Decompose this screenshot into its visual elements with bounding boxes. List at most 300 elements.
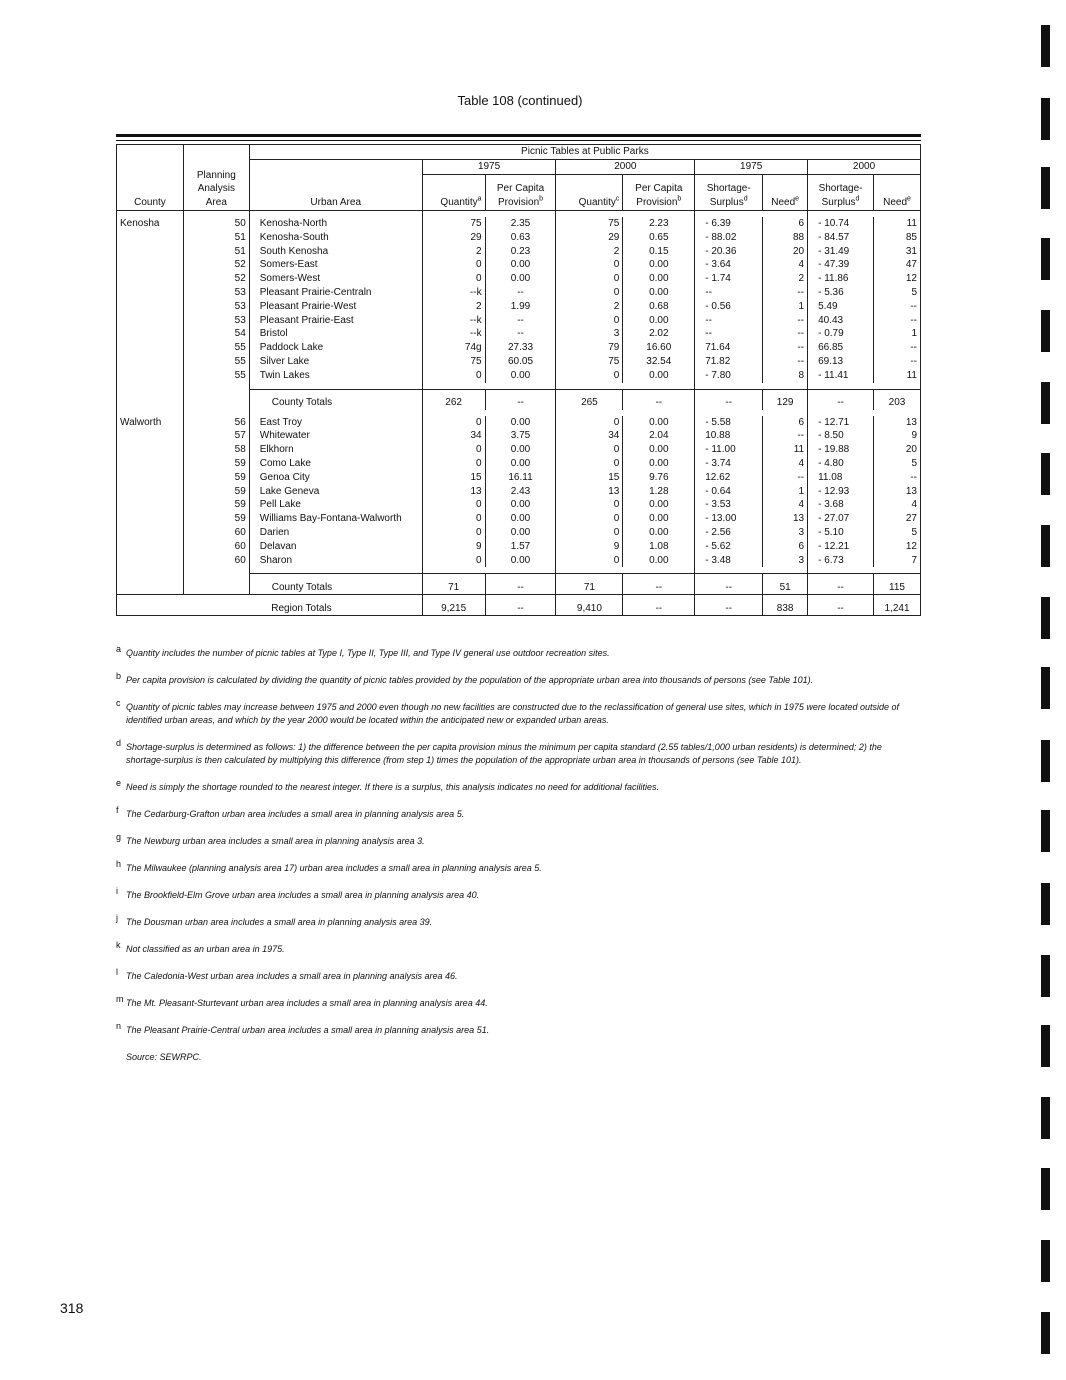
- county-cell: [117, 369, 184, 383]
- per-capita-2000-cell: 0.00: [623, 272, 695, 286]
- header-per-capita-1975: Per Capita Provision$^b$: [485, 175, 556, 211]
- need-1975-cell: 20: [763, 245, 808, 259]
- shortage-2000-cell: - 47.39: [808, 258, 874, 272]
- need-1975-cell: --: [763, 355, 808, 369]
- shortage-1975-cell: - 5.62: [695, 540, 763, 554]
- per-capita-1975-cell: 0.00: [485, 369, 556, 383]
- footnote: [116, 671, 921, 687]
- planning-area-cell: 59: [183, 471, 249, 485]
- quantity-1975-cell: 2: [422, 300, 485, 314]
- shortage-1975-cell: - 1.74: [695, 272, 763, 286]
- county-cell: [117, 314, 184, 328]
- shortage-2000-cell: - 0.79: [808, 327, 874, 341]
- shortage-2000-cell: - 12.21: [808, 540, 874, 554]
- per-capita-2000-cell: 0.00: [623, 416, 695, 430]
- footnote: [116, 644, 921, 660]
- planning-area-cell: 55: [183, 369, 249, 383]
- need-1975-cell: 1: [763, 485, 808, 499]
- need-1975-cell: 4: [763, 457, 808, 471]
- margin-bar: [1041, 25, 1050, 67]
- margin-bar: [1041, 1025, 1050, 1067]
- quantity-1975-cell: 74g: [422, 341, 485, 355]
- quantity-2000-cell: 75: [556, 355, 623, 369]
- footnote: [116, 738, 921, 767]
- per-capita-1975-cell: --: [485, 286, 556, 300]
- county-cell: [117, 540, 184, 554]
- margin-bar: [1041, 310, 1050, 352]
- page-title: Table 108 (continued): [457, 93, 583, 108]
- per-capita-1975-cell: 1.99: [485, 300, 556, 314]
- quantity-1975-cell: 0: [422, 498, 485, 512]
- table-row: [117, 231, 921, 245]
- footnote-mark: d: [116, 738, 122, 748]
- urban-area-cell: Paddock Lake: [249, 341, 422, 355]
- quantity-2000-cell: 34: [556, 429, 623, 443]
- table-row: [117, 327, 921, 341]
- need-2000-cell: 12: [874, 272, 921, 286]
- per-capita-2000-cell: 0.00: [623, 498, 695, 512]
- planning-area-cell: 60: [183, 554, 249, 568]
- quantity-1975-cell: 9: [422, 540, 485, 554]
- margin-bar: [1041, 382, 1050, 424]
- table-row: [117, 245, 921, 259]
- table-row: [117, 429, 921, 443]
- planning-area-cell: 53: [183, 314, 249, 328]
- shortage-1975-cell: 71.82: [695, 355, 763, 369]
- footnote: [116, 778, 921, 794]
- shortage-1975-cell: - 2.56: [695, 526, 763, 540]
- table-row: [117, 512, 921, 526]
- margin-bar: [1041, 525, 1050, 567]
- region-totals-value: --: [485, 595, 556, 616]
- region-totals-value: 838: [763, 595, 808, 616]
- shortage-1975-cell: 10.88: [695, 429, 763, 443]
- quantity-2000-cell: 0: [556, 416, 623, 430]
- header-2000-need: 2000: [808, 160, 921, 175]
- planning-area-cell: 58: [183, 443, 249, 457]
- per-capita-2000-cell: 9.76: [623, 471, 695, 485]
- planning-area-cell: 60: [183, 540, 249, 554]
- per-capita-1975-cell: 0.00: [485, 258, 556, 272]
- margin-bar: [1041, 1168, 1050, 1210]
- shortage-1975-cell: 12.62: [695, 471, 763, 485]
- per-capita-2000-cell: 0.00: [623, 526, 695, 540]
- table-row: [117, 471, 921, 485]
- county-totals-value: 203: [874, 389, 921, 410]
- shortage-1975-cell: - 7.80: [695, 369, 763, 383]
- county-totals-value: 129: [763, 389, 808, 410]
- shortage-1975-cell: - 3.74: [695, 457, 763, 471]
- footnote-text: Need is simply the shortage rounded to the nearest integer. If there is a surplus, this analysis indicates no need for additional facilities.: [126, 782, 659, 792]
- shortage-1975-cell: - 3.48: [695, 554, 763, 568]
- shortage-1975-cell: - 3.64: [695, 258, 763, 272]
- table-row: [117, 457, 921, 471]
- need-2000-cell: 4: [874, 498, 921, 512]
- planning-area-cell: 53: [183, 286, 249, 300]
- shortage-1975-cell: - 20.36: [695, 245, 763, 259]
- footnote-mark: j: [116, 913, 118, 923]
- margin-bar: [1041, 167, 1050, 209]
- shortage-1975-cell: - 0.56: [695, 300, 763, 314]
- quantity-1975-cell: 0: [422, 258, 485, 272]
- footnote-text: Shortage-surplus is determined as follows: 1) the difference between the per capita provision minus the minimum per capita standard (2.55 tables/1,000 urban residents) is determined; 2) the shortage-surplus is then calculated by multiplying this difference (from step 1) times the population of the appropriate urban area in thousands of persons (see Table 101).: [126, 742, 882, 765]
- picnic-tables-table: [116, 144, 921, 616]
- county-totals-value: 262: [422, 389, 485, 410]
- need-1975-cell: 6: [763, 416, 808, 430]
- footnote-text: The Brookfield-Elm Grove urban area includes a small area in planning analysis area 40.: [126, 890, 480, 900]
- need-2000-cell: 1: [874, 327, 921, 341]
- urban-area-cell: Kenosha-South: [249, 231, 422, 245]
- shortage-2000-cell: - 27.07: [808, 512, 874, 526]
- margin-bar: [1041, 453, 1050, 495]
- need-2000-cell: 47: [874, 258, 921, 272]
- footnote-mark: n: [116, 1021, 122, 1031]
- county-totals-value: 71: [422, 574, 485, 595]
- header-quantity-2000: Quantity$^c$: [556, 175, 623, 211]
- per-capita-1975-cell: 0.23: [485, 245, 556, 259]
- margin-bar: [1041, 1240, 1050, 1282]
- header-county: County: [117, 145, 184, 211]
- shortage-1975-cell: - 13.00: [695, 512, 763, 526]
- per-capita-1975-cell: 2.35: [485, 217, 556, 231]
- planning-area-cell: 60: [183, 526, 249, 540]
- need-1975-cell: 2: [763, 272, 808, 286]
- quantity-2000-cell: 0: [556, 457, 623, 471]
- quantity-2000-cell: 0: [556, 498, 623, 512]
- need-2000-cell: --: [874, 300, 921, 314]
- footnote: [116, 698, 921, 727]
- urban-area-cell: Somers-West: [249, 272, 422, 286]
- shortage-1975-cell: --: [695, 314, 763, 328]
- urban-area-cell: Lake Geneva: [249, 485, 422, 499]
- urban-area-cell: Somers-East: [249, 258, 422, 272]
- quantity-1975-cell: 0: [422, 416, 485, 430]
- per-capita-2000-cell: 2.04: [623, 429, 695, 443]
- per-capita-2000-cell: 16.60: [623, 341, 695, 355]
- need-2000-cell: --: [874, 471, 921, 485]
- header-shortage-1975: Shortage-Surplus$^d$: [695, 175, 763, 211]
- header-need-2000: Need$^e$: [874, 175, 921, 211]
- urban-area-cell: Bristol: [249, 327, 422, 341]
- per-capita-2000-cell: 32.54: [623, 355, 695, 369]
- county-cell: [117, 526, 184, 540]
- planning-area-cell: 54: [183, 327, 249, 341]
- county-cell: [117, 485, 184, 499]
- footnote: [116, 832, 921, 848]
- need-2000-cell: 31: [874, 245, 921, 259]
- per-capita-1975-cell: 0.00: [485, 526, 556, 540]
- table-row: [117, 217, 921, 231]
- quantity-2000-cell: 0: [556, 554, 623, 568]
- table-row: [117, 286, 921, 300]
- shortage-1975-cell: - 6.39: [695, 217, 763, 231]
- shortage-1975-cell: - 11.00: [695, 443, 763, 457]
- per-capita-1975-cell: 16.11: [485, 471, 556, 485]
- urban-area-cell: Pleasant Prairie-East: [249, 314, 422, 328]
- need-1975-cell: --: [763, 286, 808, 300]
- margin-bar: [1041, 1097, 1050, 1139]
- county-cell: [117, 429, 184, 443]
- quantity-1975-cell: 75: [422, 355, 485, 369]
- need-1975-cell: --: [763, 341, 808, 355]
- footnote-text: The Cedarburg-Grafton urban area includes a small area in planning analysis area 5.: [126, 809, 465, 819]
- county-totals-label: County Totals: [249, 574, 422, 595]
- county-cell: [117, 231, 184, 245]
- footnote-text: Quantity of picnic tables may increase between 1975 and 2000 even though no new facilities are constructed due to the reclassification of general use sites, which in 1975 were located outside of identified urban areas, and which by the year 2000 would be located within the anticipated new or expanded urban areas.: [126, 702, 899, 725]
- shortage-2000-cell: - 12.71: [808, 416, 874, 430]
- footnote: [116, 805, 921, 821]
- per-capita-1975-cell: 3.75: [485, 429, 556, 443]
- need-1975-cell: 3: [763, 554, 808, 568]
- county-cell: [117, 554, 184, 568]
- quantity-1975-cell: 0: [422, 443, 485, 457]
- need-1975-cell: 6: [763, 217, 808, 231]
- footnote-mark: i: [116, 886, 118, 896]
- footnote: [116, 967, 921, 983]
- footnote-text: The Caledonia-West urban area includes a small area in planning analysis area 46.: [126, 971, 458, 981]
- header-shortage-2000: Shortage-Surplus$^d$: [808, 175, 874, 211]
- footnote: [116, 859, 921, 875]
- need-2000-cell: 20: [874, 443, 921, 457]
- footnote-text: The Mt. Pleasant-Sturtevant urban area includes a small area in planning analysis area 44.: [126, 998, 488, 1008]
- per-capita-2000-cell: 0.00: [623, 554, 695, 568]
- footnote-mark: m: [116, 994, 124, 1004]
- quantity-1975-cell: 0: [422, 272, 485, 286]
- county-cell: Walworth: [117, 416, 184, 430]
- need-2000-cell: 11: [874, 217, 921, 231]
- region-totals-value: --: [695, 595, 763, 616]
- shortage-2000-cell: - 19.88: [808, 443, 874, 457]
- header-planning-analysis-area: Planning Analysis Area: [183, 145, 249, 211]
- per-capita-1975-cell: 0.00: [485, 416, 556, 430]
- urban-area-cell: Silver Lake: [249, 355, 422, 369]
- region-totals-value: --: [623, 595, 695, 616]
- per-capita-2000-cell: 0.68: [623, 300, 695, 314]
- quantity-1975-cell: --k: [422, 286, 485, 300]
- need-2000-cell: 85: [874, 231, 921, 245]
- footnote: [116, 886, 921, 902]
- county-totals-value: --: [485, 389, 556, 410]
- table-row: [117, 369, 921, 383]
- urban-area-cell: Pleasant Prairie-West: [249, 300, 422, 314]
- need-2000-cell: 13: [874, 485, 921, 499]
- urban-area-cell: Sharon: [249, 554, 422, 568]
- margin-bar: [1041, 883, 1050, 925]
- county-cell: [117, 498, 184, 512]
- county-totals-label: County Totals: [249, 389, 422, 410]
- page-number: 318: [60, 1300, 84, 1316]
- planning-area-cell: 59: [183, 485, 249, 499]
- shortage-2000-cell: - 10.74: [808, 217, 874, 231]
- margin-bar: [1041, 597, 1050, 639]
- county-cell: [117, 341, 184, 355]
- need-1975-cell: 13: [763, 512, 808, 526]
- need-1975-cell: --: [763, 327, 808, 341]
- quantity-2000-cell: 29: [556, 231, 623, 245]
- per-capita-2000-cell: 0.00: [623, 443, 695, 457]
- quantity-1975-cell: 15: [422, 471, 485, 485]
- planning-area-cell: 52: [183, 272, 249, 286]
- table-row: [117, 485, 921, 499]
- header-per-capita-2000: Per Capita Provision$^b$: [623, 175, 695, 211]
- shortage-2000-cell: 69.13: [808, 355, 874, 369]
- per-capita-1975-cell: --: [485, 327, 556, 341]
- header-urban-area: Urban Area: [249, 160, 422, 211]
- planning-area-cell: 55: [183, 341, 249, 355]
- footnote-mark: f: [116, 805, 119, 815]
- quantity-2000-cell: 0: [556, 526, 623, 540]
- shortage-2000-cell: - 8.50: [808, 429, 874, 443]
- per-capita-2000-cell: 2.02: [623, 327, 695, 341]
- footnote: [116, 994, 921, 1010]
- quantity-2000-cell: 0: [556, 286, 623, 300]
- region-totals-value: 9,410: [556, 595, 623, 616]
- footnote: [116, 913, 921, 929]
- footnote-text: Per capita provision is calculated by dividing the quantity of picnic tables provided by the population of the appropriate urban area into thousands of persons (see Table 101).: [126, 675, 814, 685]
- shortage-2000-cell: 66.85: [808, 341, 874, 355]
- shortage-1975-cell: --: [695, 327, 763, 341]
- source-line: Source: SEWRPC.: [126, 1052, 202, 1062]
- need-1975-cell: 1: [763, 300, 808, 314]
- county-totals-value: 71: [556, 574, 623, 595]
- need-1975-cell: --: [763, 471, 808, 485]
- urban-area-cell: Elkhorn: [249, 443, 422, 457]
- urban-area-cell: East Troy: [249, 416, 422, 430]
- need-2000-cell: --: [874, 341, 921, 355]
- quantity-1975-cell: 75: [422, 217, 485, 231]
- footnote-mark: g: [116, 832, 122, 842]
- need-2000-cell: 12: [874, 540, 921, 554]
- per-capita-2000-cell: 0.00: [623, 512, 695, 526]
- quantity-2000-cell: 0: [556, 258, 623, 272]
- per-capita-1975-cell: --: [485, 314, 556, 328]
- planning-area-cell: 53: [183, 300, 249, 314]
- shortage-2000-cell: - 5.10: [808, 526, 874, 540]
- table-row: [117, 300, 921, 314]
- region-totals-value: 1,241: [874, 595, 921, 616]
- urban-area-cell: South Kenosha: [249, 245, 422, 259]
- need-2000-cell: 5: [874, 526, 921, 540]
- quantity-1975-cell: 13: [422, 485, 485, 499]
- table-row: [117, 540, 921, 554]
- footnote: [116, 1021, 921, 1037]
- quantity-1975-cell: 34: [422, 429, 485, 443]
- shortage-2000-cell: - 5.36: [808, 286, 874, 300]
- urban-area-cell: Genoa City: [249, 471, 422, 485]
- footnote-mark: h: [116, 859, 122, 869]
- county-cell: [117, 512, 184, 526]
- margin-bar: [1041, 810, 1050, 852]
- per-capita-2000-cell: 0.00: [623, 286, 695, 300]
- county-totals-value: --: [808, 574, 874, 595]
- urban-area-cell: Pleasant Prairie-Centraln: [249, 286, 422, 300]
- per-capita-1975-cell: 0.00: [485, 457, 556, 471]
- footnote-text: Quantity includes the number of picnic tables at Type I, Type II, Type III, and Type IV general use outdoor recreation sites.: [126, 648, 610, 658]
- top-rule-thin: [116, 140, 921, 141]
- county-totals-value: 265: [556, 389, 623, 410]
- footnote-mark: b: [116, 671, 122, 681]
- quantity-2000-cell: 0: [556, 443, 623, 457]
- quantity-2000-cell: 0: [556, 369, 623, 383]
- need-1975-cell: 11: [763, 443, 808, 457]
- margin-bar: [1041, 1312, 1050, 1354]
- per-capita-2000-cell: 0.15: [623, 245, 695, 259]
- footnote-text: The Newburg urban area includes a small area in planning analysis area 3.: [126, 836, 425, 846]
- planning-area-cell: 50: [183, 217, 249, 231]
- county-totals-value: --: [808, 389, 874, 410]
- need-2000-cell: 5: [874, 457, 921, 471]
- quantity-1975-cell: 0: [422, 554, 485, 568]
- shortage-2000-cell: - 12.93: [808, 485, 874, 499]
- shortage-2000-cell: - 4.80: [808, 457, 874, 471]
- per-capita-1975-cell: 2.43: [485, 485, 556, 499]
- quantity-2000-cell: 79: [556, 341, 623, 355]
- need-2000-cell: 7: [874, 554, 921, 568]
- urban-area-cell: Darien: [249, 526, 422, 540]
- per-capita-2000-cell: 0.00: [623, 258, 695, 272]
- per-capita-1975-cell: 27.33: [485, 341, 556, 355]
- footnote-text: Not classified as an urban area in 1975.: [126, 944, 285, 954]
- quantity-1975-cell: 0: [422, 457, 485, 471]
- county-totals-value: 51: [763, 574, 808, 595]
- quantity-2000-cell: 9: [556, 540, 623, 554]
- planning-area-cell: 57: [183, 429, 249, 443]
- footnote-mark: a: [116, 644, 122, 654]
- quantity-1975-cell: --k: [422, 314, 485, 328]
- table-row: [117, 416, 921, 430]
- urban-area-cell: Como Lake: [249, 457, 422, 471]
- county-cell: [117, 443, 184, 457]
- county-totals-value: --: [623, 389, 695, 410]
- quantity-2000-cell: 2: [556, 300, 623, 314]
- county-totals-row: [117, 574, 921, 595]
- county-cell: [117, 327, 184, 341]
- county-cell: [117, 457, 184, 471]
- quantity-1975-cell: 2: [422, 245, 485, 259]
- footnotes: [116, 644, 921, 1078]
- header-quantity-1975: Quantity$^a$: [422, 175, 485, 211]
- table-row: [117, 314, 921, 328]
- planning-area-cell: 52: [183, 258, 249, 272]
- county-cell: [117, 258, 184, 272]
- quantity-1975-cell: 0: [422, 526, 485, 540]
- county-cell: [117, 286, 184, 300]
- quantity-1975-cell: 0: [422, 512, 485, 526]
- margin-bar: [1041, 740, 1050, 782]
- footnote-mark: k: [116, 940, 121, 950]
- footnote-mark: c: [116, 698, 121, 708]
- shortage-2000-cell: - 3.68: [808, 498, 874, 512]
- need-1975-cell: 88: [763, 231, 808, 245]
- region-totals-row: [117, 595, 921, 616]
- table-row: [117, 355, 921, 369]
- county-totals-value: 115: [874, 574, 921, 595]
- shortage-1975-cell: - 0.64: [695, 485, 763, 499]
- need-2000-cell: 5: [874, 286, 921, 300]
- margin-bar: [1041, 98, 1050, 140]
- county-totals-value: --: [695, 574, 763, 595]
- per-capita-2000-cell: 1.08: [623, 540, 695, 554]
- county-cell: [117, 355, 184, 369]
- shortage-1975-cell: - 5.58: [695, 416, 763, 430]
- shortage-2000-cell: - 6.73: [808, 554, 874, 568]
- need-2000-cell: 13: [874, 416, 921, 430]
- margin-bar: [1041, 955, 1050, 997]
- quantity-2000-cell: 0: [556, 272, 623, 286]
- region-totals-label: Region Totals: [249, 595, 422, 616]
- need-1975-cell: 4: [763, 498, 808, 512]
- county-cell: Kenosha: [117, 217, 184, 231]
